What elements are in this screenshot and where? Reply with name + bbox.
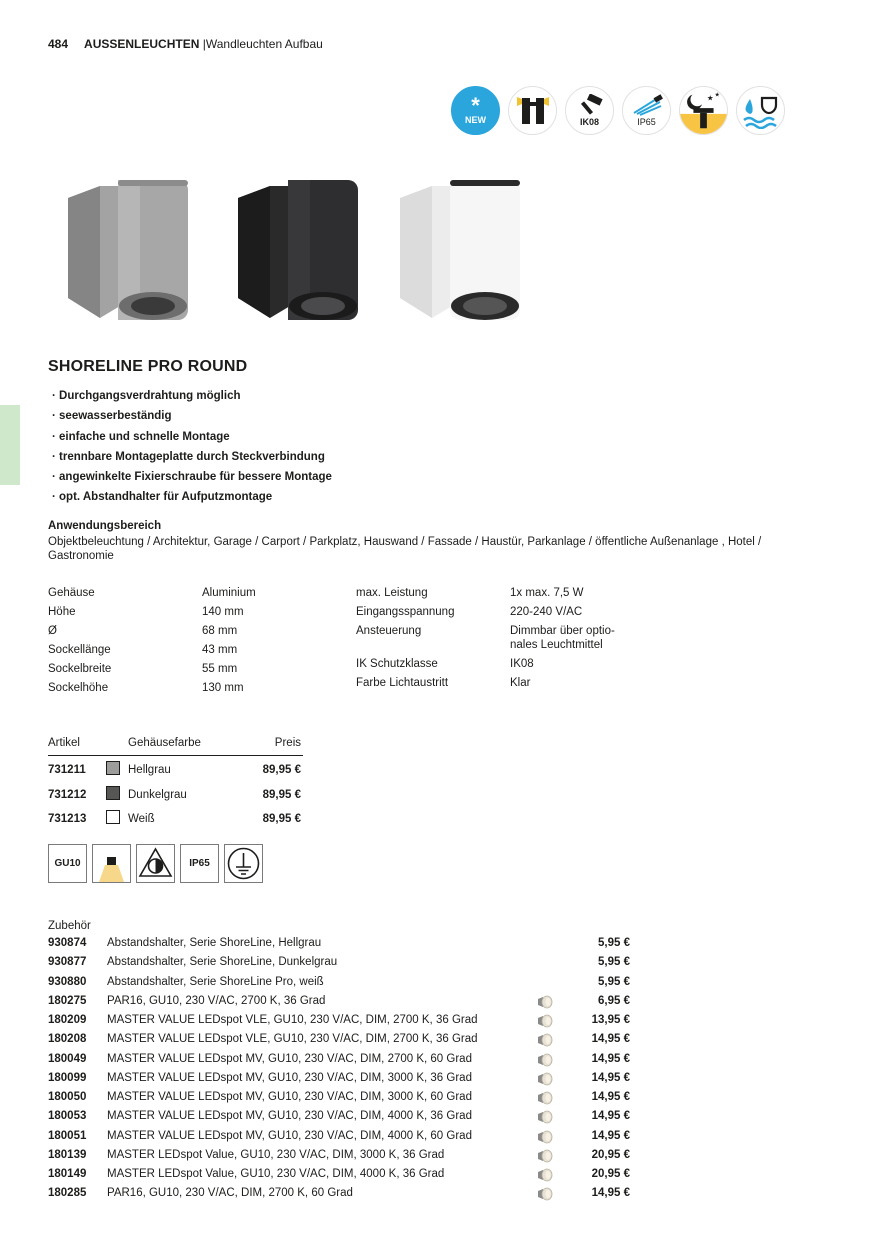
led-spot-bulb-icon [535, 1071, 555, 1087]
accessory-price: 14,95 € [591, 1129, 630, 1142]
wall-light-light-grey-icon [68, 180, 188, 320]
bullet-item: · opt. Abstandhalter für Aufputzmontage [52, 491, 273, 504]
dimmable-icon [136, 844, 175, 883]
accessory-row [48, 1185, 638, 1204]
header-separator: | [202, 37, 206, 51]
accessory-price: 5,95 € [598, 975, 630, 988]
spec-label: Sockelhöhe [48, 682, 109, 694]
accessory-row [48, 1128, 638, 1147]
bullet-item: · seewasserbeständig [52, 410, 172, 423]
article-price: 89,95 € [262, 788, 301, 801]
application-text: Objektbeleuchtung / Architektur, Garage / Carport / Parkplatz, Hauswand / Fassade / Haustür, Parkanlage / öffentliche Außenanlage , Hotel / Gastronomie [48, 536, 762, 562]
spec-value: 43 mm [202, 644, 238, 656]
accessory-price: 20,95 € [591, 1148, 630, 1161]
product-images [60, 178, 540, 333]
subsection-title: Wandleuchten Aufbau [205, 37, 323, 51]
accessory-code: 180149 [48, 1168, 87, 1180]
spec-value: 68 mm [202, 625, 238, 637]
accessory-price: 14,95 € [591, 1052, 630, 1065]
accessory-code: 180275 [48, 994, 87, 1007]
accessory-row [48, 993, 638, 1012]
protection-class-earth-icon [224, 844, 263, 883]
accessory-description: MASTER LEDspot Value, GU10, 230 V/AC, DIM, 3000 K, 36 Grad [107, 1148, 445, 1161]
bullet-item: · angewinkelte Fixierschraube für bessere Montage [52, 471, 332, 484]
spec-label: Eingangsspannung [356, 606, 455, 618]
spec-label: Ø [48, 625, 57, 637]
gu10-socket-icon: GU10 [48, 844, 87, 883]
seawater-resistant-icon [736, 86, 785, 135]
spec-value: Klar [510, 677, 531, 689]
accessory-row [48, 1012, 638, 1031]
accessory-price: 14,95 € [591, 1187, 630, 1200]
accessory-description: Abstandshalter, Serie ShoreLine Pro, weiß [107, 975, 324, 988]
accessory-description: PAR16, GU10, 230 V/AC, 2700 K, 36 Grad [107, 994, 326, 1007]
spec-value: 140 mm [202, 606, 244, 618]
chapter-tab [0, 405, 20, 485]
article-color: Dunkelgrau [128, 788, 187, 801]
downlight-beam-icon [92, 844, 131, 883]
accessory-row [48, 1147, 638, 1166]
accessory-price: 20,95 € [591, 1168, 630, 1180]
accessory-description: MASTER VALUE LEDspot MV, GU10, 230 V/AC, DIM, 4000 K, 60 Grad [107, 1129, 472, 1142]
spec-value: IK08 [510, 658, 534, 670]
bullet-item: · Durchgangsverdrahtung möglich [52, 390, 241, 402]
accessory-row [48, 954, 638, 973]
article-table-header [48, 736, 303, 756]
impact-hammer-icon: IK08 [565, 86, 614, 135]
specs-right [356, 587, 656, 697]
accessory-code: 180051 [48, 1129, 87, 1142]
feature-bullets [52, 390, 332, 512]
led-spot-bulb-icon [535, 1186, 555, 1202]
spec-label: max. Leistung [356, 587, 428, 599]
bullet-item: · einfache und schnelle Montage [52, 430, 230, 443]
accessory-price: 5,95 € [598, 956, 630, 969]
accessory-code: 930877 [48, 956, 87, 969]
accessory-code: 180099 [48, 1071, 87, 1084]
spec-label: Ansteuerung [356, 625, 422, 637]
accessory-row [48, 1166, 638, 1185]
article-row [48, 781, 303, 806]
accessory-price: 14,95 € [591, 1110, 630, 1123]
color-swatch [106, 786, 120, 800]
header-price: Preis [274, 737, 301, 749]
accessory-code: 930880 [48, 975, 87, 988]
led-spot-bulb-icon [535, 1052, 555, 1068]
accessory-code: 180139 [48, 1148, 87, 1161]
application-title: Anwendungsbereich [48, 520, 162, 532]
article-price: 89,95 € [262, 813, 301, 825]
article-color: Hellgrau [128, 764, 171, 776]
accessory-code: 180285 [48, 1187, 87, 1200]
spec-label: Sockellänge [48, 644, 111, 656]
led-spot-bulb-icon [535, 1013, 555, 1029]
color-swatch [106, 761, 120, 775]
article-price: 89,95 € [262, 764, 301, 776]
spec-value: Aluminium [202, 587, 256, 599]
accessory-price: 6,95 € [598, 994, 630, 1007]
accessory-price: 14,95 € [591, 1091, 630, 1103]
accessory-code: 180053 [48, 1110, 87, 1123]
spec-label: Höhe [48, 606, 76, 618]
accessory-price: 13,95 € [591, 1014, 630, 1026]
spec-value: 1x max. 7,5 W [510, 587, 584, 599]
accessory-price: 5,95 € [598, 937, 630, 949]
svg-text:★: ★ [706, 93, 714, 103]
spec-label: Farbe Lichtaustritt [356, 677, 449, 689]
accessory-row [48, 1070, 638, 1089]
article-table [48, 736, 303, 830]
article-code: 731213 [48, 813, 87, 825]
accessory-description: MASTER VALUE LEDspot MV, GU10, 230 V/AC, DIM, 4000 K, 36 Grad [107, 1110, 472, 1123]
led-spot-bulb-icon [535, 994, 555, 1010]
new-badge-icon: * NEW [451, 86, 500, 135]
specs-left [48, 587, 338, 707]
accessory-description: Abstandshalter, Serie ShoreLine, Hellgrau [107, 937, 322, 949]
accessory-code: 180208 [48, 1033, 87, 1046]
accessory-row [48, 1031, 638, 1050]
accessory-code: 180209 [48, 1014, 87, 1026]
accessory-code: 930874 [48, 937, 87, 949]
accessory-description: MASTER VALUE LEDspot MV, GU10, 230 V/AC, DIM, 3000 K, 60 Grad [107, 1091, 472, 1103]
spec-label: Gehäuse [48, 587, 95, 599]
color-swatch [106, 810, 120, 824]
product-title: SHORELINE PRO ROUND [48, 358, 248, 375]
ip-rating-icon: IP65 [180, 844, 219, 883]
spec-value: Dimmbar über optio- [510, 625, 615, 637]
spec-label: IK Schutzklasse [356, 658, 438, 670]
accessory-code: 180050 [48, 1091, 87, 1103]
spec-value: 220-240 V/AC [510, 606, 583, 618]
article-code: 731211 [48, 764, 86, 776]
accessory-row [48, 1108, 638, 1127]
accessory-price: 14,95 € [591, 1071, 630, 1084]
night-light-icon [679, 86, 728, 135]
led-spot-bulb-icon [535, 1129, 555, 1145]
accessory-description: MASTER VALUE LEDspot VLE, GU10, 230 V/AC, DIM, 2700 K, 36 Grad [107, 1033, 478, 1046]
article-row [48, 805, 303, 830]
accessory-description: Abstandshalter, Serie ShoreLine, Dunkelgrau [107, 956, 338, 969]
accessory-row [48, 935, 638, 954]
accessories-title: Zubehör [48, 920, 91, 932]
article-color: Weiß [128, 813, 155, 825]
wall-light-dark-grey-icon [238, 180, 358, 320]
accessory-description: MASTER VALUE LEDspot MV, GU10, 230 V/AC, DIM, 3000 K, 36 Grad [107, 1071, 472, 1084]
feature-icons [451, 86, 785, 136]
led-spot-bulb-icon [535, 1148, 555, 1164]
accessory-row [48, 1089, 638, 1108]
article-row [48, 756, 303, 781]
accessory-description: MASTER VALUE LEDspot VLE, GU10, 230 V/AC, DIM, 2700 K, 36 Grad [107, 1014, 478, 1026]
spec-value-cont: nales Leuchtmittel [510, 639, 603, 651]
spec-label: Sockelbreite [48, 663, 112, 675]
page-number: 484 [48, 37, 69, 51]
header-article: Artikel [48, 737, 80, 749]
led-spot-bulb-icon [535, 1090, 555, 1106]
article-code: 731212 [48, 788, 87, 801]
up-down-light-icon [508, 86, 557, 135]
accessories-list [48, 935, 638, 1205]
page-header [48, 37, 323, 51]
led-spot-bulb-icon [535, 1167, 555, 1183]
bullet-item: · trennbare Montageplatte durch Steckverbindung [52, 450, 325, 463]
led-spot-bulb-icon [535, 1032, 555, 1048]
tech-icons [48, 844, 263, 883]
accessory-row [48, 1051, 638, 1070]
svg-text:★: ★ [714, 92, 720, 99]
led-spot-bulb-icon [535, 1109, 555, 1125]
accessory-description: MASTER VALUE LEDspot MV, GU10, 230 V/AC, DIM, 2700 K, 60 Grad [107, 1052, 472, 1065]
water-jet-icon: IP65 [622, 86, 671, 135]
spec-value: 55 mm [202, 663, 238, 675]
section-title: AUSSENLEUCHTEN [84, 37, 200, 51]
accessory-description: MASTER LEDspot Value, GU10, 230 V/AC, DIM, 4000 K, 36 Grad [107, 1168, 445, 1180]
wall-light-white-icon [400, 180, 520, 320]
accessory-description: PAR16, GU10, 230 V/AC, DIM, 2700 K, 60 Grad [107, 1187, 353, 1200]
spec-value: 130 mm [202, 682, 244, 694]
accessory-code: 180049 [48, 1052, 87, 1065]
accessory-price: 14,95 € [591, 1033, 630, 1046]
header-color: Gehäusefarbe [128, 737, 201, 749]
accessory-row [48, 974, 638, 993]
